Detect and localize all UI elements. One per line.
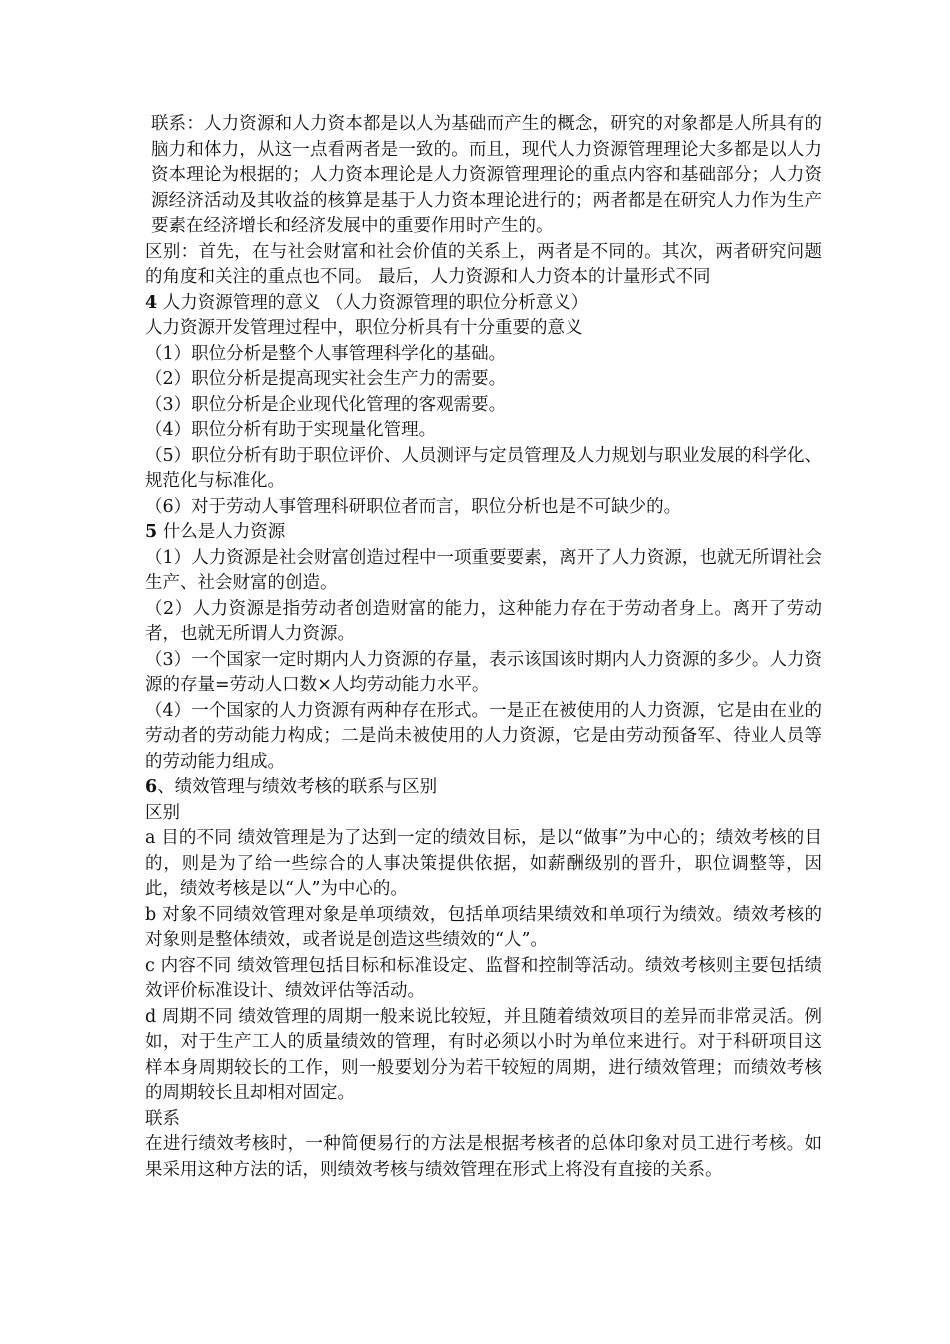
section-heading-5 xyxy=(145,520,822,546)
paragraph-item-d: d 周期不同 绩效管理的周期一般来说比较短，并且随着绩效项目的差异而非常灵活。例如，对于生产工人的质量绩效的管理，有时必须以小时为单位来进行。对于科研项目这样本身周期较长的工作，则一般要划分为若干较短的周期，进行绩效管理；而绩效考核的周期较长且却相对固定。 xyxy=(145,1006,822,1103)
list-item: （1）人力资源是社会财富创造过程中一项重要要素，离开了人力资源，也就无所谓社会生产、社会财富的创造。 xyxy=(145,547,822,593)
list-item: （5）职位分析有助于职位评价、人员测评与定员管理及人力规划与职业发展的科学化、规范化与标准化。 xyxy=(145,445,822,491)
list-item: （2）职位分析是提高现实社会生产力的需要。 xyxy=(145,369,507,389)
section-heading-4 xyxy=(145,291,822,317)
paragraph: 人力资源开发管理过程中，职位分析具有十分重要的意义 xyxy=(145,318,583,338)
paragraph-relation: 在进行绩效考核时，一种简便易行的方法是根据考核者的总体印象对员工进行考核。如果采用这种方法的话，则绩效考核与绩效管理在形式上将没有直接的关系。 xyxy=(145,1134,822,1180)
paragraph-relation-intro: 联系：人力资源和人力资本都是以人为基础而产生的概念，研究的对象都是人所具有的脑力和体力，从这一点看两者是一致的。而且，现代人力资源管理理论大多都是以人力资本理论为根据的；人力资本理论是人力资源管理理论的重点内容和基础部分；人力资源经济活动及其收益的核算是基于人力资本理论进行的；两者都是在研究人力作为生产要素在经济增长和经济发展中的重要作用时产生的。 xyxy=(151,114,822,236)
paragraph-item-c: c 内容不同 绩效管理包括目标和标准设定、监督和控制等活动。绩效考核则主要包括绩效评价标准设计、绩效评估等活动。 xyxy=(145,955,822,1001)
heading-text: 、绩效管理与绩效考核的联系与区别 xyxy=(157,777,438,797)
list-item: （3）职位分析是企业现代化管理的客观需要。 xyxy=(145,394,507,415)
heading-text: 什么是人力资源 xyxy=(157,522,286,542)
section-heading-6 xyxy=(145,775,822,801)
heading-text: 人力资源管理的意义 （人力资源管理的职位分析意义） xyxy=(157,292,589,313)
paragraph-item-a: a 目的不同 绩效管理是为了达到一定的绩效目标，是以“做事”为中心的；绩效考核的目的，则是为了给一些综合的人事决策提供依据，如薪酬级别的晋升，职位调整等，因此，绩效考核是以“人”为中心的。 xyxy=(145,828,822,899)
subheading-difference: 区别 xyxy=(145,802,180,823)
paragraph-item-b: b 对象不同绩效管理对象是单项绩效，包括单项结果绩效和单项行为绩效。绩效考核的对象则是整体绩效，或者说是创造这些绩效的“人”。 xyxy=(145,904,822,950)
list-item: （2）人力资源是指劳动者创造财富的能力，这种能力存在于劳动者身上。离开了劳动者，也就无所谓人力资源。 xyxy=(145,598,822,644)
heading-number: 4 xyxy=(145,292,158,313)
list-item: （1）职位分析是整个人事管理科学化的基础。 xyxy=(145,343,507,364)
heading-number: 6 xyxy=(145,777,158,797)
paragraph-difference-intro: 区别：首先，在与社会财富和社会价值的关系上，两者是不同的。其次，两者研究问题的角度和关注的重点也不同。 最后，人力资源和人力资本的计量形式不同 xyxy=(145,241,822,287)
heading-number: 5 xyxy=(145,522,158,542)
list-item: （4）职位分析有助于实现量化管理。 xyxy=(145,420,437,440)
list-item: （3）一个国家一定时期内人力资源的存量，表示该国该时期内人力资源的多少。人力资源的存量=劳动人口数×人均劳动能力水平。 xyxy=(145,649,822,695)
list-item: （4）一个国家的人力资源有两种存在形式。一是正在被使用的人力资源，它是由在业的劳动者的劳动能力构成；二是尚未被使用的人力资源，它是由劳动预备军、待业人员等的劳动能力组成。 xyxy=(145,700,822,772)
subheading-relation: 联系 xyxy=(145,1108,180,1129)
list-item: （6）对于劳动人事管理科研职位者而言，职位分析也是不可缺少的。 xyxy=(145,496,682,517)
